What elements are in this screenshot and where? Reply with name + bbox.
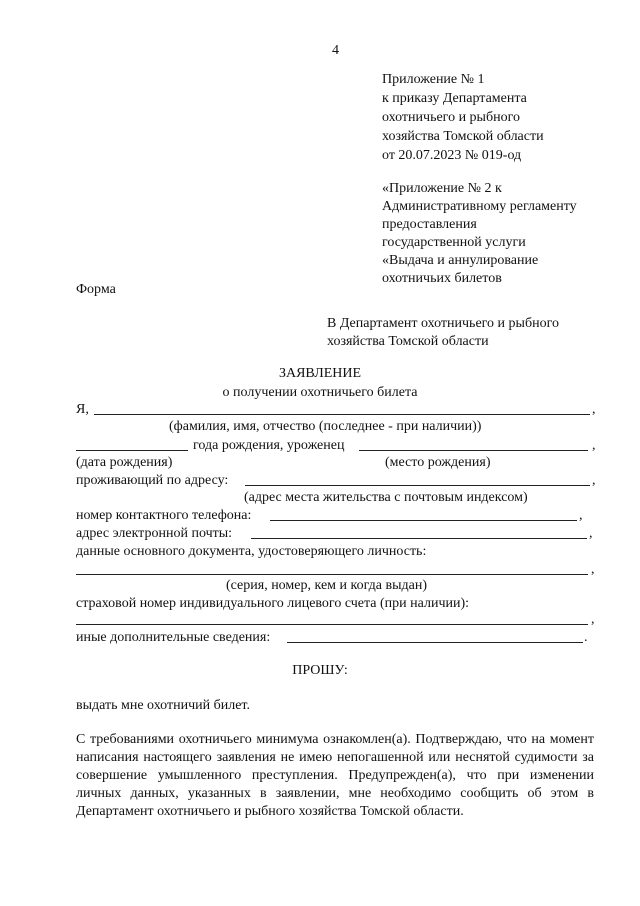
fio-hint: (фамилия, имя, отчество (последнее - при наличии)) [169, 419, 482, 434]
birth-date-input-line[interactable] [76, 450, 188, 451]
birth-place-hint: (место рождения) [385, 455, 491, 470]
extra-input-line[interactable] [287, 642, 583, 643]
request-heading: ПРОШУ: [292, 663, 348, 678]
comma: , [591, 562, 595, 577]
appendix-1-line: Приложение № 1 [382, 72, 485, 87]
i-label: Я, [76, 402, 89, 417]
period: . [584, 630, 588, 645]
snils-input-line[interactable] [76, 624, 588, 625]
appendix-2-line: «Приложение № 2 к [382, 181, 502, 196]
address-hint: (адрес места жительства с почтовым индексом) [244, 490, 528, 505]
birth-place-input-line[interactable] [359, 450, 588, 451]
document-title: ЗАЯВЛЕНИЕ [278, 366, 362, 381]
phone-input-line[interactable] [270, 520, 577, 521]
email-label: адрес электронной почты: [76, 526, 233, 541]
form-label: Форма [76, 282, 116, 297]
appendix-2-line: охотничьих билетов [382, 271, 502, 286]
appendix-2-line: Административному регламенту [382, 199, 577, 214]
id-doc-input-line[interactable] [76, 574, 588, 575]
declaration-paragraph: С требованиями охотничьего минимума ознакомлен(а). Подтверждаю, что на момент написания настоящего заявления не имею непогашенной или неснятой судимости за совершение умышленного преступления. Предупрежден(а), что при изменении личных данных, указанных в заявлении, мне необходимо сообщить об этом в Департамент охотничьего и рыбного хозяйства Томской области. [76, 732, 594, 819]
appendix-2-line: государственной услуги [382, 235, 526, 250]
address-label: проживающий по адресу: [76, 473, 229, 488]
phone-label: номер контактного телефона: [76, 508, 252, 523]
appendix-2-line: предоставления [382, 217, 477, 232]
appendix-1-line: от 20.07.2023 № 019-од [382, 148, 522, 163]
comma: , [589, 526, 593, 541]
address-input-line[interactable] [245, 485, 590, 486]
comma: , [592, 473, 596, 488]
comma: , [591, 612, 595, 627]
id-doc-label: данные основного документа, удостоверяющего личность: [76, 544, 427, 559]
appendix-1-line: к приказу Департамента [382, 91, 527, 106]
document-subtitle: о получении охотничьего билета [222, 385, 418, 400]
appendix-1-line: хозяйства Томской области [382, 129, 544, 144]
comma: , [592, 438, 596, 453]
page-number: 4 [332, 43, 339, 58]
email-input-line[interactable] [251, 538, 587, 539]
comma: , [592, 402, 596, 417]
appendix-2-line: «Выдача и аннулирование [382, 253, 539, 268]
extra-label: иные дополнительные сведения: [76, 630, 271, 645]
appendix-1-line: охотничьего и рыбного [382, 110, 520, 125]
birth-year-text: года рождения, уроженец [193, 438, 345, 453]
addressee-line: хозяйства Томской области [327, 334, 489, 349]
addressee-line: В Департамент охотничьего и рыбного [327, 316, 559, 331]
birth-date-hint: (дата рождения) [76, 455, 173, 470]
fio-input-line[interactable] [94, 414, 590, 415]
id-doc-hint: (серия, номер, кем и когда выдан) [226, 578, 427, 593]
request-text: выдать мне охотничий билет. [76, 698, 251, 713]
snils-label: страховой номер индивидуального лицевого счета (при наличии): [76, 596, 470, 611]
comma: , [579, 508, 583, 523]
